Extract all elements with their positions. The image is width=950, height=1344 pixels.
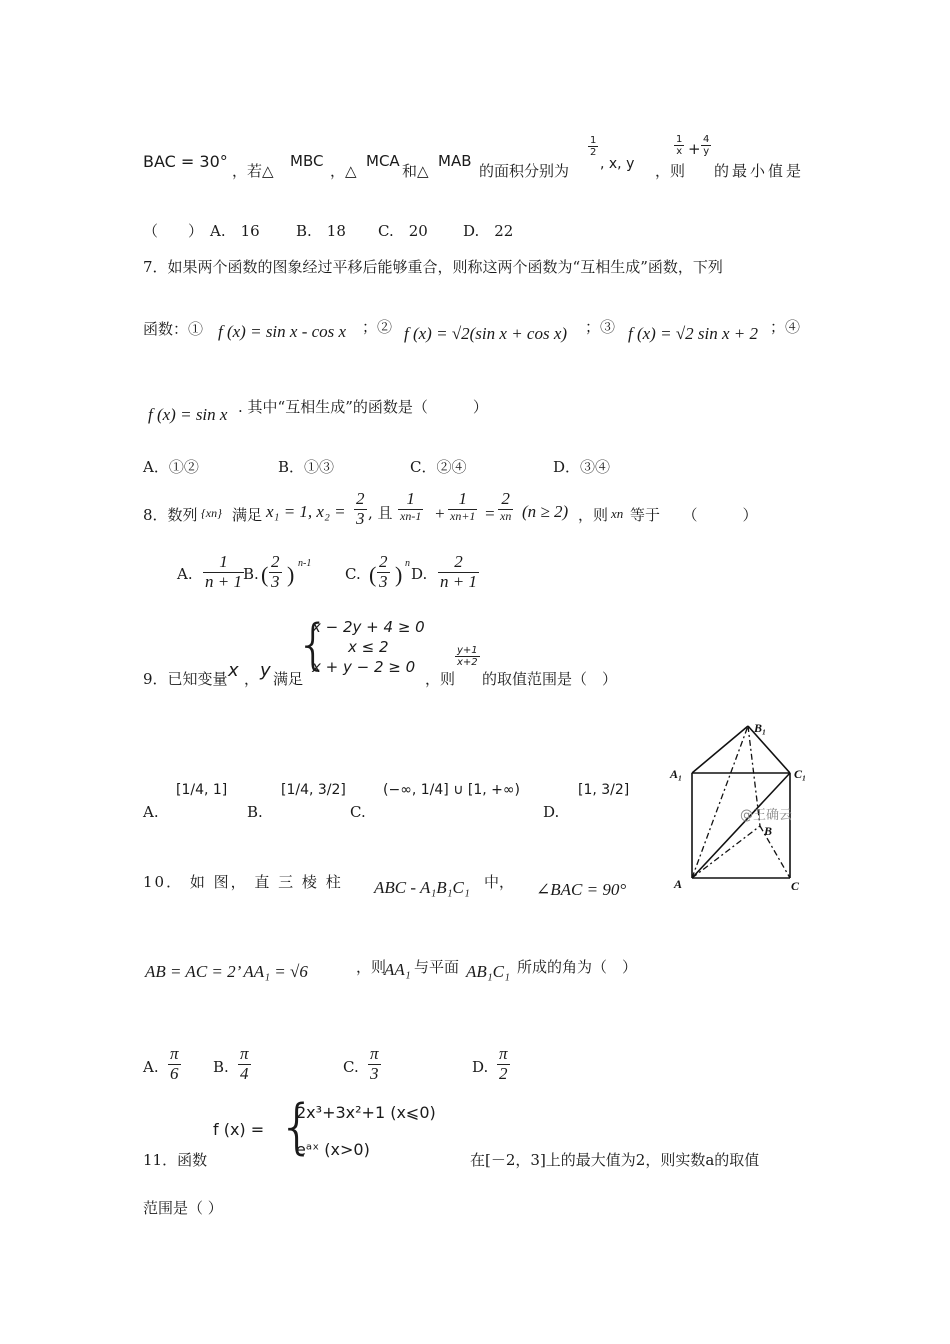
q10-zhong: 中， [484, 873, 515, 891]
q8-n-condition: (n ≥ 2) [522, 502, 569, 521]
q8-option-a-label: A. [177, 565, 193, 583]
q7-option-d: D．③④ [553, 458, 611, 476]
q8-option-c-exponent: n [405, 558, 410, 569]
q9-comma: ， [244, 670, 260, 688]
q9-var-y: y [260, 660, 271, 681]
q10-with: 与平面 [414, 958, 460, 976]
q6-sep-text: ，△ [330, 162, 357, 180]
plus-sign: + [688, 140, 701, 158]
q7-function-2: f (x) = √2(sin x + cos x) [404, 324, 568, 343]
q11-tail: 在[－2，3]上的最大值为2，则实数a的取值 [470, 1151, 760, 1169]
q8-option-b-fraction: $\frac{2}{3}$ [271, 552, 280, 591]
q9-option-d-value: [1, 3/2] [578, 782, 630, 798]
segment-a-c1 [692, 773, 793, 878]
q6-and-text: 和△ [402, 162, 429, 180]
q7-function-1: f (x) = sin x - cos x [218, 322, 347, 341]
q10-lead: 10． 如 图， 直 三 棱 柱 [143, 873, 343, 891]
q8-option-c-fraction: $\frac{2}{3}$ [379, 552, 388, 591]
label-c: C [791, 879, 800, 893]
q7-tail-text: . 其中“互相生成”的函数是（ ） [238, 398, 488, 416]
q6-xy: , x, y [600, 156, 635, 172]
q10-option-c-label: C. [343, 1058, 359, 1076]
q8-xn: xn [611, 506, 624, 521]
triangle-mca: MCA [366, 152, 400, 170]
q8-equals-text: 等于 （ ） [630, 506, 758, 524]
q10-aa1: AA₁ [384, 960, 411, 979]
q7-function-4: f (x) = sin x [148, 405, 228, 424]
q9-var-x: x [228, 660, 239, 681]
q10-tail: 所成的角为（ ） [517, 958, 638, 976]
q10-then: ，则 [356, 958, 387, 976]
q6-areas-text: 的面积分别为 [479, 162, 570, 180]
angle-bac: BAC = 30° [143, 152, 228, 171]
q8-plus: + [434, 504, 446, 523]
fraction-2-over-3: $\frac{2}{3}$ [356, 489, 365, 528]
q7-circle-4: ；④ [770, 318, 801, 336]
fraction-2-over-xn: 2 xn [500, 489, 512, 523]
q6-option-b: B. 18 [296, 222, 346, 240]
q7-function-3: f (x) = √2 sin x + 2 [628, 324, 758, 343]
q10-option-b-fraction: $\frac{\pi}{4}$ [240, 1044, 249, 1083]
q7-stem-line1: 7．如果两个函数的图象经过平移后能够重合，则称这两个函数为“互相生成”函数，下列 [143, 258, 723, 276]
q11-line2: 范围是（ ） [143, 1199, 223, 1217]
q8-option-b-label: B. [243, 565, 259, 583]
triangle-mbc: MBC [290, 152, 324, 170]
q6-min-value-text: 的最小值是 [714, 162, 805, 180]
q6-option-d: D. 22 [463, 222, 514, 240]
label-a: A [674, 877, 683, 891]
fraction-1-over-xn-plus-1: 1 xn+1 [450, 489, 476, 523]
q7-prefix: 函数：① [143, 320, 204, 338]
q10-prism: ABC - A₁B₁C₁ [374, 878, 470, 897]
edge-a1-b1 [692, 726, 748, 773]
q6-if-text: ，若△ [232, 162, 274, 180]
q9-option-b-value: [1/4, 3/2] [281, 782, 346, 798]
fraction-4-over-y: $\frac{4}{y}$ [703, 134, 710, 157]
q8-lead: 8．数列 [143, 506, 198, 524]
q8-option-c-paren-close: ) [395, 562, 403, 587]
q8-option-b-paren-close: ) [287, 562, 295, 587]
label-a1: A₁ [670, 767, 683, 781]
q10-option-a-fraction: $\frac{\pi}{6}$ [170, 1044, 179, 1083]
q10-option-a-label: A. [143, 1058, 159, 1076]
q7-circle-3: ；③ [585, 318, 616, 336]
q10-option-c-fraction: $\frac{\pi}{3}$ [370, 1044, 379, 1083]
q8-then: ，则 [578, 506, 609, 524]
q6-answer-paren: （ ） [143, 222, 204, 240]
q11-case-2: eᵃˣ (x>0) [296, 1140, 370, 1159]
q8-sequence: {xn} [201, 506, 222, 520]
watermark: @王确云 [740, 808, 793, 823]
q9-constraint-1: x − 2y + 4 ≥ 0 [312, 618, 425, 636]
q8-option-d-label: D. [411, 565, 428, 583]
q9-option-d-label: D. [543, 803, 560, 821]
q9-cond-text: 满足 [273, 670, 304, 688]
q8-equals: = [484, 504, 496, 523]
q9-option-c-label: C. [350, 803, 366, 821]
q10-plane: AB₁C₁ [466, 962, 510, 981]
label-b: B [764, 824, 773, 838]
q7-option-a: A．①② [143, 458, 199, 476]
q10-option-d-fraction: $\frac{\pi}{2}$ [499, 1044, 508, 1083]
q8-option-d-fraction: $\frac{2}{n + 1}$ [440, 552, 477, 591]
fraction-half: $\frac{1}{2}$ [590, 135, 597, 158]
q9-lead: 9．已知变量 [143, 670, 228, 688]
q9-constraint-3: x + y − 2 ≥ 0 [312, 658, 416, 676]
q6-option-c: C. 20 [378, 222, 428, 240]
q10-condition: AB = AC = 2’ AA₁ = √6 [145, 962, 308, 981]
triangle-mab: MAB [438, 152, 472, 170]
q9-tail: 的取值范围是（ ） [482, 670, 618, 688]
q11-fx: f (x) = [213, 1120, 265, 1139]
q6-then-text: ，则 [655, 162, 686, 180]
q9-constraint-2: x ≤ 2 [348, 638, 389, 656]
q11-case-1: 2x³+3x²+1 (x⩽0) [296, 1103, 436, 1122]
q8-initial-values: x₁ = 1, x₂ = [266, 502, 346, 521]
q11-piecewise-brace: { [278, 1092, 317, 1162]
q10-angle: ∠BAC = 90° [536, 880, 627, 899]
q11-lead: 11．函数 [143, 1151, 208, 1169]
q9-option-b-label: B. [247, 803, 263, 821]
q8-option-b-exponent: n-1 [298, 558, 312, 569]
fraction-1-over-xn-minus-1: 1 xn-1 [400, 489, 422, 523]
q8-option-c-paren-open: ( [369, 562, 377, 587]
q9-option-a-label: A. [143, 803, 159, 821]
q9-then: ，则 [425, 670, 456, 688]
q7-circle-2: ；② [362, 318, 393, 336]
q8-cond-text: 满足 [232, 506, 263, 524]
q8-option-c-label: C. [345, 565, 361, 583]
q10-option-d-label: D. [472, 1058, 489, 1076]
q9-system-brace: { [296, 613, 331, 676]
q8-option-a-fraction: $\frac{1}{n + 1}$ [205, 552, 242, 591]
q7-option-b: B．①③ [278, 458, 335, 476]
q10-option-b-label: B. [213, 1058, 229, 1076]
q9-ratio-fraction: $\frac{y+1}{x+2}$ [457, 645, 478, 668]
label-b1: B₁ [754, 721, 767, 735]
q8-qie: , 且 [368, 504, 393, 522]
q6-option-a: A. 16 [210, 222, 260, 240]
q8-option-b-paren-open: ( [261, 562, 269, 587]
q9-option-a-value: [1/4, 1] [176, 782, 228, 798]
hidden-edge-a-b [692, 826, 760, 878]
fraction-1-over-x: $\frac{1}{x}$ [676, 134, 683, 157]
q7-option-c: C．②④ [410, 458, 467, 476]
q9-option-c-value: (−∞, 1/4] ∪ [1, +∞) [383, 782, 521, 798]
label-c1: C₁ [794, 767, 807, 781]
